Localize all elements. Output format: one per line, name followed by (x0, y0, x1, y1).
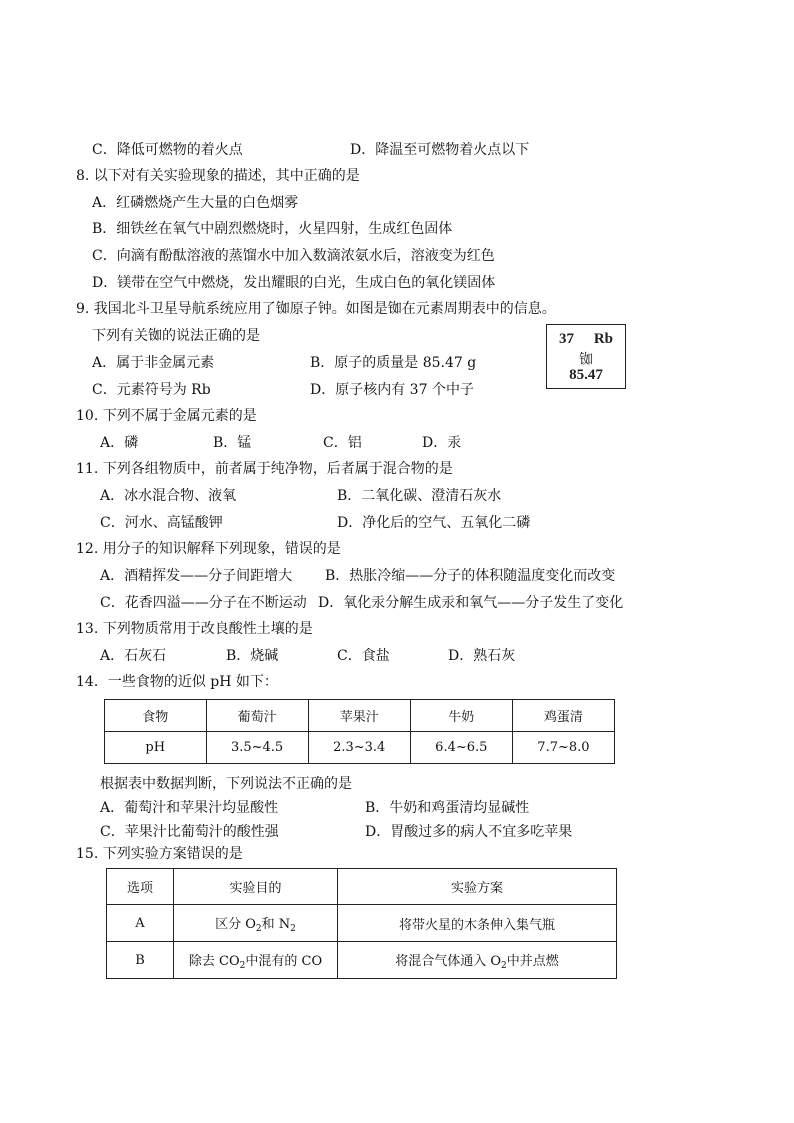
q11-option-b: B．二氧化碳、澄清石灰水 (337, 488, 502, 504)
goal-text: 区分 O (215, 916, 256, 932)
goal-text: 和 N (261, 916, 291, 932)
ph-table-cell: 2.3~3.4 (308, 732, 410, 764)
experiment-table-cell: 将带火星的木条伸入集气瓶 (338, 905, 617, 942)
atomic-number: 37 (559, 331, 574, 347)
q11-option-d: D．净化后的空气、五氧化二磷 (337, 515, 531, 531)
q14-stem-2: 根据表中数据判断，下列说法不正确的是 (100, 776, 352, 792)
q14-stem: 14．一些食物的近似 pH 如下： (76, 674, 278, 690)
q11-stem: 11. 下列各组物质中，前者属于纯净物，后者属于混合物的是 (76, 461, 453, 477)
ph-table-cell: 3.5~4.5 (206, 732, 308, 764)
experiment-table-cell (174, 905, 338, 942)
ph-table-header-cell: 食物 (105, 700, 207, 732)
atomic-mass: 85.47 (569, 367, 603, 383)
q12-option-d: D．氧化汞分解生成汞和氧气——分子发生了变化 (318, 595, 624, 611)
subscript: 2 (255, 923, 262, 934)
q10-option-b: B．锰 (213, 435, 252, 451)
subscript: 2 (501, 960, 507, 971)
q11-option-a: A．冰水混合物、液氧 (100, 488, 237, 504)
q13-option-c: C．食盐 (337, 648, 390, 664)
q9-option-d: D．原子核内有 37 个中子 (310, 382, 474, 398)
experiment-table-row (107, 905, 617, 942)
goal-text: 除去 CO (188, 953, 240, 969)
experiment-table-header-cell: 实验方案 (338, 869, 617, 905)
ph-table-header-cell: 鸡蛋清 (512, 700, 614, 732)
ph-table-header-row (105, 700, 615, 732)
q10-option-d: D．汞 (422, 435, 462, 451)
ph-table-cell: 6.4~6.5 (410, 732, 512, 764)
experiment-table-cell (174, 942, 338, 979)
experiment-table-cell: A (107, 905, 174, 942)
q12-option-c: C．花香四溢——分子在不断运动 (100, 595, 307, 611)
q10-stem: 10. 下列不属于金属元素的是 (76, 408, 257, 424)
ph-table-header-cell: 葡萄汁 (206, 700, 308, 732)
ph-table-row (105, 732, 615, 764)
q13-option-d: D．熟石灰 (448, 648, 516, 664)
q10-option-c: C．铝 (323, 435, 362, 451)
experiment-table-row (107, 942, 617, 979)
q14-option-a: A．葡萄汁和苹果汁均显酸性 (100, 800, 279, 816)
element-symbol: Rb (593, 331, 613, 347)
ph-table-cell: 7.7~8.0 (512, 732, 614, 764)
q9-stem-2: 下列有关铷的说法正确的是 (92, 328, 260, 344)
ph-table (104, 699, 615, 764)
q8-option-b: B．细铁丝在氧气中剧烈燃烧时，火星四射，生成红色固体 (92, 221, 453, 237)
element-card-rubidium (546, 324, 626, 389)
q12-stem: 12. 用分子的知识解释下列现象，错误的是 (76, 541, 341, 557)
experiment-table-header-row (107, 869, 617, 905)
q8-option-a: A．红磷燃烧产生大量的白色烟雾 (92, 195, 299, 211)
q9-option-c: C．元素符号为 Rb (92, 382, 211, 398)
q10-option-a: A．磷 (100, 435, 139, 451)
q11-option-c: C．河水、高锰酸钾 (100, 515, 223, 531)
experiment-table-header-cell: 选项 (107, 869, 174, 905)
q14-option-b: B．牛奶和鸡蛋清均显碱性 (365, 800, 530, 816)
experiment-table-cell: B (107, 942, 174, 979)
q8-option-d: D．镁带在空气中燃烧，发出耀眼的白光，生成白色的氧化镁固体 (92, 275, 496, 291)
subscript: 2 (239, 960, 246, 971)
q8-stem: 8. 以下对有关实验现象的描述，其中正确的是 (76, 168, 360, 184)
q8-option-c: C．向滴有酚酞溶液的蒸馏水中加入数滴浓氨水后，溶液变为红色 (92, 248, 495, 264)
q14-option-d: D．胃酸过多的病人不宜多吃苹果 (365, 824, 573, 840)
experiment-table-header-cell: 实验目的 (174, 869, 338, 905)
q9-option-a: A．属于非金属元素 (92, 355, 215, 371)
element-name: 铷 (579, 353, 593, 368)
ph-table-cell: pH (105, 732, 207, 764)
q13-option-b: B．烧碱 (226, 648, 279, 664)
ph-table-header-cell: 苹果汁 (308, 700, 410, 732)
q7-option-d: D．降温至可燃物着火点以下 (350, 142, 530, 158)
q13-stem: 13. 下列物质常用于改良酸性土壤的是 (76, 621, 313, 637)
q15-stem: 15. 下列实验方案错误的是 (76, 846, 243, 862)
q13-option-a: A．石灰石 (100, 648, 167, 664)
plan-text: 中并点燃 (506, 953, 559, 969)
experiment-table (106, 868, 617, 979)
plan-text: 将混合气体通入 O (395, 953, 502, 969)
ph-table-header-cell: 牛奶 (410, 700, 512, 732)
subscript: 2 (290, 923, 296, 934)
q9-option-b: B．原子的质量是 85.47 g (310, 355, 477, 371)
q7-option-c: C．降低可燃物的着火点 (92, 142, 243, 158)
q12-option-b: B．热胀冷缩——分子的体积随温度变化而改变 (325, 568, 616, 584)
q9-stem: 9. 我国北斗卫星导航系统应用了铷原子钟。如图是铷在元素周期表中的信息。 (76, 301, 556, 317)
q14-option-c: C．苹果汁比葡萄汁的酸性强 (100, 824, 279, 840)
q12-option-a: A．酒精挥发——分子间距增大 (100, 568, 293, 584)
goal-text: 中混有的 CO (245, 953, 323, 969)
experiment-table-cell (338, 942, 617, 979)
